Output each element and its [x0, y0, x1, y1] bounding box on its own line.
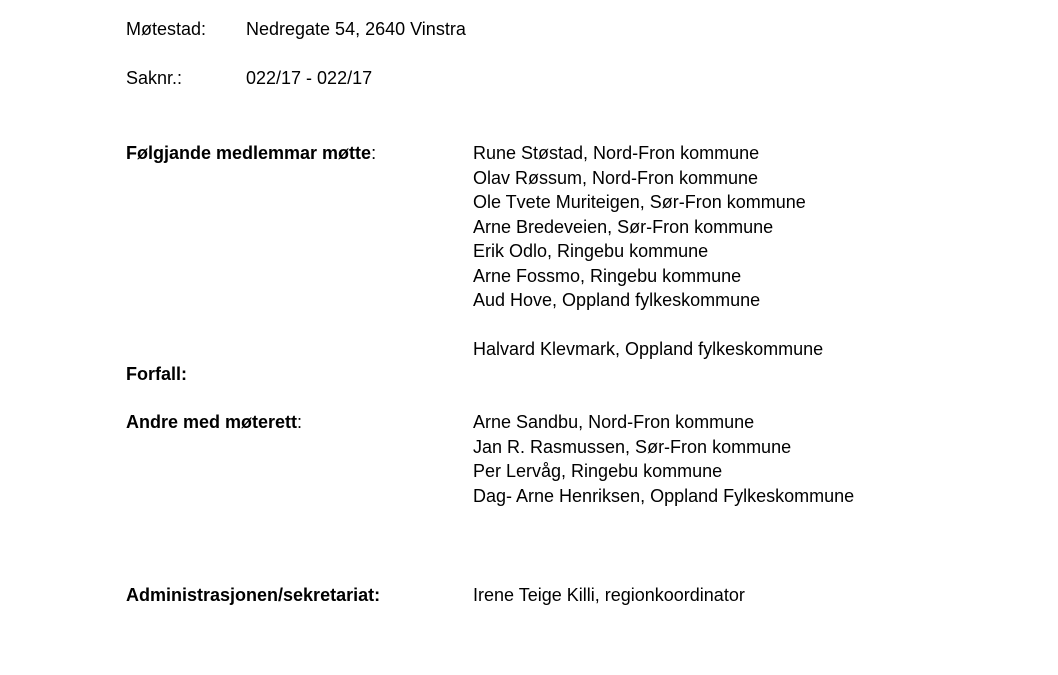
others-label — [126, 410, 302, 434]
meeting-place-label: Møtestad: — [126, 19, 207, 39]
administration-value: Irene Teige Killi, regionkoordinator — [473, 585, 745, 605]
member-name: Ole Tvete Muriteigen, Sør-Fron kommune — [473, 192, 806, 212]
case-number-value: 022/17 - 022/17 — [246, 68, 373, 88]
case-number-label: Saknr.: — [126, 68, 183, 88]
member-name: Arne Bredeveien, Sør-Fron kommune — [473, 216, 774, 237]
members-present-list — [473, 141, 806, 313]
others-list — [473, 410, 854, 508]
member-name: Erik Odlo, Ringebu kommune — [473, 241, 709, 261]
member-name: Rune Støstad, Nord-Fron kommune — [473, 143, 760, 163]
members-present-label — [126, 141, 376, 165]
meeting-place-value: Nedregate 54, 2640 Vinstra — [246, 19, 466, 39]
member-name: Arne Fossmo, Ringebu kommune — [473, 265, 742, 286]
others-label-text: Andre med møterett — [126, 412, 298, 432]
administration-label: Administrasjonen/sekretariat: — [126, 585, 381, 605]
member-name: Aud Hove, Oppland fylkeskommune — [473, 290, 761, 310]
other-name: Jan R. Rasmussen, Sør-Fron kommune — [473, 436, 792, 457]
other-name: Dag- Arne Henriksen, Oppland Fylkeskommune — [473, 485, 855, 506]
other-name: Arne Sandbu, Nord-Fron kommune — [473, 412, 755, 432]
others-label-colon: : — [297, 412, 303, 432]
other-name: Per Lervåg, Ringebu kommune — [473, 461, 723, 481]
absent-label: Forfall: — [126, 364, 187, 384]
members-present-label-text: Følgjande medlemmar møtte — [126, 143, 372, 163]
absent-name: Halvard Klevmark, Oppland fylkeskommune — [473, 339, 824, 359]
member-name: Olav Røssum, Nord-Fron kommune — [473, 167, 759, 188]
members-present-label-colon: : — [371, 143, 377, 163]
